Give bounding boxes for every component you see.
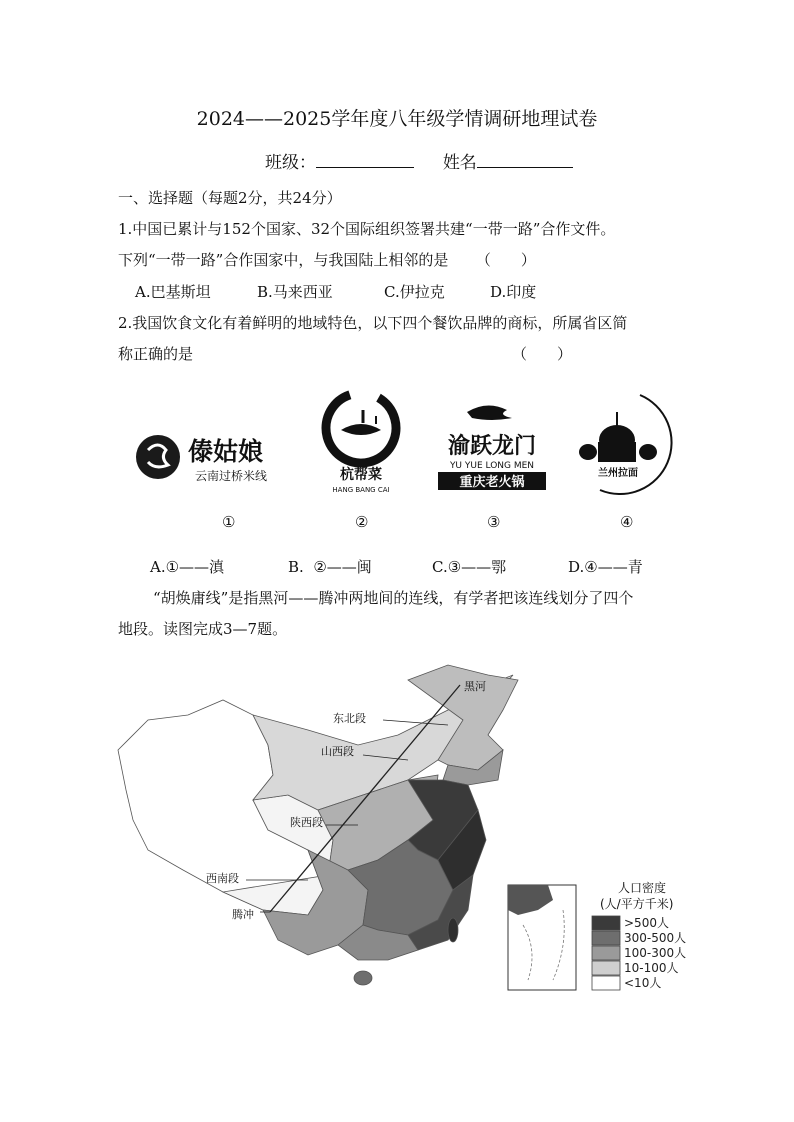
legend-label: >500人 <box>624 916 669 930</box>
legend-swatch <box>592 961 620 975</box>
q1-option-b: B.马来西亚 <box>257 283 333 301</box>
q2-line1: 2.我国饮食文化有着鲜明的地域特色，以下四个餐饮品牌的商标，所属省区简 <box>118 314 628 332</box>
name-label: 姓名 <box>442 153 477 173</box>
map-legend <box>592 880 686 990</box>
q2-option-a: A.①——滇 <box>150 558 225 576</box>
map-label-shanxi: 山西段 <box>321 745 354 758</box>
q2-option-d: D.④——青 <box>568 558 643 576</box>
legend-swatch <box>592 976 620 990</box>
class-label: 班级： <box>265 153 316 173</box>
south-china-sea-inset <box>508 885 576 990</box>
q2-stem: 称正确的是 <box>118 345 194 363</box>
map-label-tengchong: 腾冲 <box>232 908 254 921</box>
logo-daiguniang <box>133 430 293 485</box>
q1-line2 <box>118 249 536 270</box>
logo-lanzhoulamian <box>570 390 690 500</box>
legend-swatch <box>592 946 620 960</box>
legend-unit: (人/平方千米) <box>600 897 674 911</box>
map-label-shaanxi: 陕西段 <box>290 816 323 829</box>
legend-title: 人口密度 <box>618 881 667 895</box>
legend-swatch <box>592 931 620 945</box>
legend-label: 100-300人 <box>624 946 687 960</box>
class-field[interactable] <box>316 152 414 168</box>
logo-lanzhoulamian-name: 兰州拉面 <box>598 468 638 479</box>
name-field[interactable] <box>477 152 573 168</box>
q1-stem: 下列“一带一路”合作国家中，与我国陆上相邻的是 <box>118 251 449 269</box>
map-label-xinan: 西南段 <box>206 872 239 885</box>
logo-number-3: ③ <box>487 513 501 531</box>
logo-number-1: ① <box>222 513 236 531</box>
logo-yuyuelongmen-cloud-icon <box>467 405 512 420</box>
legend-label: 300-500人 <box>624 931 687 945</box>
logo-daiguniang-name: 傣姑娘 <box>188 437 264 466</box>
legend-label: 10-100人 <box>624 961 679 975</box>
q1-answer-bracket: （ ） <box>475 251 536 269</box>
q1-option-d: D.印度 <box>490 283 537 301</box>
q2-answer-bracket: （ ） <box>512 345 573 363</box>
logo-number-4: ④ <box>620 513 634 531</box>
q1-option-c: C.伊拉克 <box>384 283 445 301</box>
logo-yuyuelongmen-sub: YU YUE LONG MEN <box>449 461 535 471</box>
map-region-taiwan <box>448 918 458 942</box>
exam-title: 2024——2025学年度八年级学情调研地理试卷 <box>196 108 598 130</box>
map-region-hainan <box>354 971 372 985</box>
logo-yuyuelongmen-sub2: 重庆老火锅 <box>459 475 525 490</box>
section-heading: 一、选择题（每题2分，共24分） <box>118 189 342 207</box>
logo-yuyuelongmen-name: 渝跃龙门 <box>447 434 537 459</box>
legend-label: <10人 <box>624 976 662 990</box>
logo-number-2: ② <box>355 513 369 531</box>
logo-hangbangcai-sub: HANG BANG CAI <box>332 486 390 494</box>
map-label-heihe: 黑河 <box>464 680 486 693</box>
q2-option-c: C.③——鄂 <box>432 558 507 576</box>
intro-line2: 地段。读图完成3—7题。 <box>118 620 288 638</box>
q1-line1: 1.中国已累计与152个国家、32个国际组织签署共建“一带一路”合作文件。 <box>118 220 616 238</box>
q1-option-a: A.巴基斯坦 <box>135 283 211 301</box>
logo-daiguniang-sub: 云南过桥米线 <box>195 469 268 483</box>
q2-option-b: B. ②——闽 <box>288 558 372 576</box>
population-density-map <box>108 660 708 1010</box>
logo-yuyuelongmen <box>432 400 552 495</box>
map-label-dongbei: 东北段 <box>333 712 366 725</box>
legend-swatch <box>592 916 620 930</box>
intro-line1: “胡焕庸线”是指黑河——腾冲两地间的连线，有学者把该连线划分了四个 <box>153 589 634 607</box>
logo-hangbangcai-name: 杭帮菜 <box>340 467 382 483</box>
logo-daiguniang-emblem-icon <box>136 435 180 479</box>
logo-hangbangcai <box>316 388 408 496</box>
student-info <box>265 148 573 173</box>
